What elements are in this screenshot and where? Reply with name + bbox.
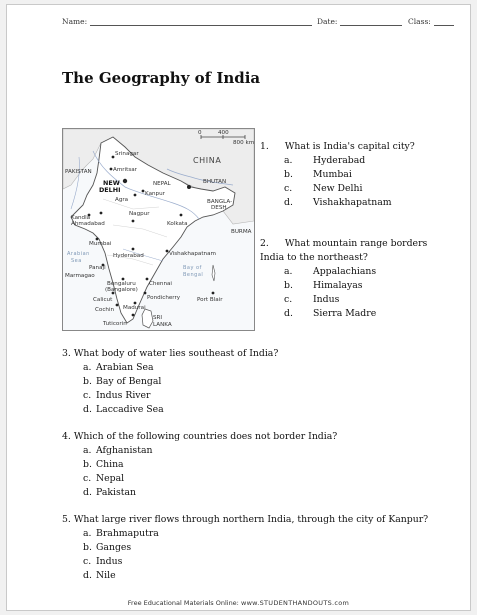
- option-letter: a.: [284, 155, 293, 166]
- option-letter: b.: [83, 376, 92, 387]
- worksheet-page: [6, 4, 471, 611]
- option-text: Hyderabad: [313, 155, 366, 166]
- map-label-sri: SRI: [153, 315, 163, 321]
- question-4-stem: [62, 430, 462, 444]
- map-label-amritsar: Amritsar: [113, 167, 137, 173]
- question-1-number: 1.: [260, 141, 269, 152]
- map-label-bengaluru-1: Bengaluru: [107, 281, 136, 287]
- map-label-agra: Agra: [115, 197, 129, 203]
- india-map: [62, 128, 255, 331]
- question-5-number: 5.: [62, 514, 71, 525]
- question-5: [62, 513, 467, 583]
- question-1-option-d[interactable]: [260, 196, 465, 210]
- question-1-option-a[interactable]: [260, 154, 465, 168]
- question-2-option-d[interactable]: [260, 307, 465, 321]
- map-label-chennai: Chennai: [149, 281, 172, 287]
- option-letter: c.: [83, 473, 92, 484]
- question-5-text: What large river flows through northern India, through the city of Kanpur?: [73, 514, 429, 525]
- question-4-option-b[interactable]: [62, 458, 462, 472]
- option-letter: a.: [83, 362, 92, 373]
- option-letter: a.: [83, 528, 92, 539]
- option-text: Pakistan: [96, 487, 137, 498]
- map-label-bhutan: BHUTAN: [203, 179, 227, 185]
- question-2-number: 2.: [260, 238, 269, 249]
- question-5-option-d[interactable]: [62, 569, 467, 583]
- footer: [7, 599, 470, 607]
- map-label-nepal: NEPAL: [153, 181, 171, 187]
- name-field: [62, 17, 312, 26]
- question-3-option-c[interactable]: [62, 389, 462, 403]
- question-4-number: 4.: [62, 431, 71, 442]
- question-5-option-c[interactable]: [62, 555, 467, 569]
- question-3-option-d[interactable]: [62, 403, 462, 417]
- map-label-pondicherry: Pondicherry: [147, 295, 181, 301]
- question-4: [62, 430, 462, 500]
- option-text: Vishakhapatnam: [313, 197, 392, 208]
- option-letter: b.: [83, 542, 92, 553]
- map-label-panaji: Panaji: [89, 265, 106, 271]
- map-label-cochin: Cochin: [95, 307, 115, 313]
- question-2-option-b[interactable]: [260, 279, 465, 293]
- option-letter: c.: [83, 556, 92, 567]
- question-3-number: 3.: [62, 348, 71, 359]
- map-label-calicut: Calicut: [93, 297, 113, 303]
- date-line[interactable]: [340, 17, 402, 26]
- date-label: Date:: [317, 17, 338, 26]
- option-text: Indus: [96, 556, 123, 567]
- option-letter: b.: [284, 280, 293, 291]
- option-text: New Delhi: [313, 183, 363, 194]
- question-2-text: What mountain range borders: [284, 238, 428, 249]
- option-letter: d.: [284, 197, 293, 208]
- option-letter: a.: [83, 445, 92, 456]
- map-label-new-delhi-2: DELHI: [99, 186, 121, 194]
- footer-prefix: Free Educational Materials Online:: [127, 599, 239, 607]
- map-label-bengaluru-2: (Bangalore): [105, 287, 138, 293]
- scale-label-400: 400: [218, 130, 229, 136]
- page-title: The Geography of India: [62, 69, 261, 87]
- map-label-ahmadabad: Ahmadabad: [71, 221, 105, 227]
- map-label-marmagao: Marmagao: [65, 273, 95, 279]
- question-2: [260, 237, 465, 321]
- map-label-hyderabad: Hyderabad: [113, 253, 144, 259]
- option-text: Afghanistan: [96, 445, 153, 456]
- map-label-vishakhapatnam: Vishakhapatnam: [169, 251, 216, 257]
- option-text: Nepal: [96, 473, 125, 484]
- question-4-option-c[interactable]: [62, 472, 462, 486]
- option-letter: b.: [83, 459, 92, 470]
- option-text: Himalayas: [313, 280, 363, 291]
- option-text: Brahmaputra: [96, 528, 159, 539]
- map-label-lanka: LANKA: [153, 322, 172, 328]
- option-text: Laccadive Sea: [96, 404, 164, 415]
- option-text: Arabian Sea: [96, 362, 154, 373]
- question-4-text: Which of the following countries does not border India?: [73, 431, 338, 442]
- map-label-desh: DESH: [211, 205, 227, 211]
- option-letter: c.: [284, 294, 293, 305]
- map-label-china: CHINA: [193, 156, 222, 165]
- map-label-srinagar: Srinagar: [115, 151, 139, 157]
- option-text: Indus: [313, 294, 340, 305]
- option-letter: d.: [83, 404, 92, 415]
- option-text: Indus River: [96, 390, 151, 401]
- question-5-option-a[interactable]: [62, 527, 467, 541]
- option-letter: a.: [284, 266, 293, 277]
- question-1-option-b[interactable]: [260, 168, 465, 182]
- map-label-burma: BURMA: [231, 229, 252, 235]
- option-text: Nile: [96, 570, 116, 581]
- map-label-madurai: Madurai: [123, 305, 146, 311]
- question-3-option-b[interactable]: [62, 375, 462, 389]
- question-3-option-a[interactable]: [62, 361, 462, 375]
- map-label-bengal: Bengal: [183, 272, 204, 278]
- option-text: Sierra Madre: [313, 308, 377, 319]
- india-map-graphic: [63, 129, 254, 330]
- question-4-option-a[interactable]: [62, 444, 462, 458]
- map-label-port-blair: Port Blair: [197, 297, 223, 303]
- option-text: Appalachians: [313, 266, 377, 277]
- date-field: [317, 17, 402, 26]
- question-1-stem: [260, 140, 465, 154]
- class-label: Class:: [408, 17, 431, 26]
- map-label-arabian: Arabian: [67, 251, 90, 257]
- option-text: China: [96, 459, 124, 470]
- map-label-new-delhi-1: NEW: [103, 179, 120, 187]
- map-label-kanpur: Kanpur: [145, 191, 165, 197]
- option-text: Mumbai: [313, 169, 352, 180]
- map-label-kandla: Kandla: [71, 215, 91, 221]
- class-line[interactable]: [434, 17, 454, 26]
- footer-site-link[interactable]: www.STUDENTHANDOUTS.com: [240, 599, 350, 607]
- question-1-option-c[interactable]: [260, 182, 465, 196]
- name-line[interactable]: [90, 17, 312, 26]
- question-3: [62, 347, 462, 417]
- map-label-bay-of: Bay of: [183, 265, 202, 271]
- question-4-option-d[interactable]: [62, 486, 462, 500]
- question-2-stem-line-2: India to the northeast?: [260, 252, 368, 263]
- option-letter: c.: [284, 183, 293, 194]
- question-2-stem: [260, 237, 465, 251]
- scale-label-800: 800 km: [233, 140, 254, 146]
- option-letter: d.: [83, 570, 92, 581]
- question-1: [260, 140, 465, 210]
- scale-label-0: 0: [198, 130, 202, 136]
- question-5-stem: [62, 513, 467, 527]
- option-letter: c.: [83, 390, 92, 401]
- option-letter: d.: [83, 487, 92, 498]
- option-text: Bay of Bengal: [96, 376, 162, 387]
- option-letter: b.: [284, 169, 293, 180]
- map-label-nagpur: Nagpur: [129, 211, 150, 217]
- map-label-bangla: BANGLA-: [207, 199, 233, 205]
- question-2-option-a[interactable]: [260, 265, 465, 279]
- class-field: [408, 17, 454, 26]
- option-text: Ganges: [96, 542, 132, 553]
- question-2-option-c[interactable]: [260, 293, 465, 307]
- map-label-mumbai: Mumbai: [89, 241, 112, 247]
- question-5-option-b[interactable]: [62, 541, 467, 555]
- map-label-tuticorin: Tuticorin: [103, 321, 127, 327]
- question-3-text: What body of water lies southeast of India?: [73, 348, 279, 359]
- name-label: Name:: [62, 17, 88, 26]
- question-3-stem: [62, 347, 462, 361]
- map-label-pakistan: PAKISTAN: [65, 169, 92, 175]
- map-label-sea: Sea: [71, 258, 82, 264]
- question-1-text: What is India's capital city?: [284, 141, 415, 152]
- map-label-kolkata: Kolkata: [167, 221, 188, 227]
- option-letter: d.: [284, 308, 293, 319]
